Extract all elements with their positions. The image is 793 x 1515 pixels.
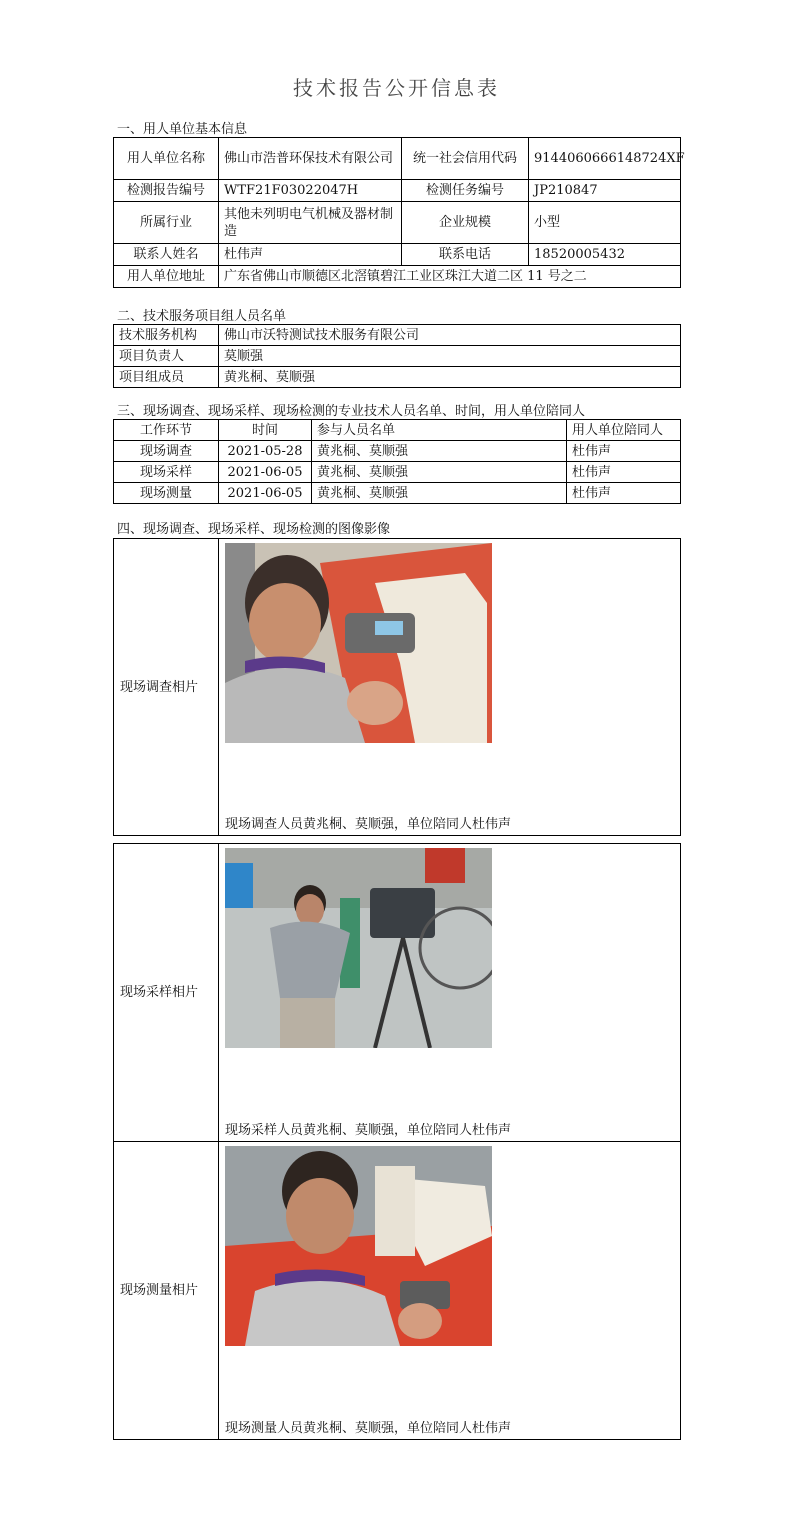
- date-cell: 2021-05-28: [219, 441, 312, 462]
- table-row: [114, 244, 681, 266]
- people-cell: 黄兆桐、莫顺强: [312, 483, 567, 504]
- employer-name-label: 用人单位名称: [114, 138, 219, 180]
- header-stage: 工作环节: [114, 420, 219, 441]
- table-row: [114, 483, 681, 504]
- employer-name-value: 佛山市浩普环保技术有限公司: [219, 138, 402, 180]
- section4-heading: 四、现场调查、现场采样、现场检测的图像影像: [117, 522, 391, 537]
- survey-photo: [225, 543, 492, 743]
- table-row: [114, 441, 681, 462]
- scale-label: 企业规模: [402, 202, 529, 244]
- sampling-photo: [225, 848, 492, 1048]
- measure-photo: [225, 1146, 492, 1346]
- survey-photo-label: 现场调查相片: [114, 539, 219, 836]
- credit-code-value: 9144060666148724XF: [529, 138, 681, 180]
- contact-name-value: 杜伟声: [219, 244, 402, 266]
- table-row: [114, 1142, 681, 1440]
- date-cell: 2021-06-05: [219, 462, 312, 483]
- header-date: 时间: [219, 420, 312, 441]
- table-row: [114, 180, 681, 202]
- employer-info-table: [113, 137, 685, 288]
- scale-value: 小型: [529, 202, 681, 244]
- measure-photo-label: 现场测量相片: [114, 1142, 219, 1440]
- table-row: [114, 462, 681, 483]
- table-row: [114, 367, 681, 388]
- table-header-row: [114, 420, 681, 441]
- section3-heading: 三、现场调查、现场采样、现场检测的专业技术人员名单、时间，用人单位陪同人: [117, 404, 586, 419]
- table-row: [114, 202, 681, 244]
- phone-value: 18520005432: [529, 244, 681, 266]
- table-row: [114, 844, 681, 1142]
- survey-photo-caption: 现场调查人员黄兆桐、莫顺强，单位陪同人杜伟声: [225, 817, 512, 832]
- leader-label: 项目负责人: [114, 346, 219, 367]
- stage-cell: 现场调查: [114, 441, 219, 462]
- address-label: 用人单位地址: [114, 266, 219, 288]
- stage-cell: 现场采样: [114, 462, 219, 483]
- photo-table-survey: [113, 538, 681, 836]
- table-row: [114, 346, 681, 367]
- team-table: [113, 324, 681, 388]
- industry-label: 所属行业: [114, 202, 219, 244]
- people-cell: 黄兆桐、莫顺强: [312, 462, 567, 483]
- header-people: 参与人员名单: [312, 420, 567, 441]
- credit-code-label: 统一社会信用代码: [402, 138, 529, 180]
- stage-cell: 现场测量: [114, 483, 219, 504]
- measure-photo-caption: 现场测量人员黄兆桐、莫顺强，单位陪同人杜伟声: [225, 1421, 512, 1436]
- header-companion: 用人单位陪同人: [567, 420, 681, 441]
- industry-value: 其他未列明电气机械及器材制造: [219, 202, 402, 244]
- sampling-photo-label: 现场采样相片: [114, 844, 219, 1142]
- contact-name-label: 联系人姓名: [114, 244, 219, 266]
- photo-table-sampling-measure: [113, 843, 681, 1440]
- companion-cell: 杜伟声: [567, 441, 681, 462]
- task-no-value: JP210847: [529, 180, 681, 202]
- members-label: 项目组成员: [114, 367, 219, 388]
- companion-cell: 杜伟声: [567, 462, 681, 483]
- table-row: [114, 539, 681, 836]
- org-label: 技术服务机构: [114, 325, 219, 346]
- report-no-label: 检测报告编号: [114, 180, 219, 202]
- table-row: [114, 138, 681, 180]
- address-value: 广东省佛山市顺德区北滘镇碧江工业区珠江大道二区 11 号之二: [219, 266, 681, 288]
- page-title: 技术报告公开信息表: [293, 76, 500, 100]
- table-row: [114, 325, 681, 346]
- table-row: [114, 266, 681, 288]
- date-cell: 2021-06-05: [219, 483, 312, 504]
- people-cell: 黄兆桐、莫顺强: [312, 441, 567, 462]
- org-value: 佛山市沃特测试技术服务有限公司: [219, 325, 681, 346]
- leader-value: 莫顺强: [219, 346, 681, 367]
- phone-label: 联系电话: [402, 244, 529, 266]
- field-work-table: [113, 419, 681, 504]
- members-value: 黄兆桐、莫顺强: [219, 367, 681, 388]
- report-no-value: WTF21F03022047H: [219, 180, 402, 202]
- section2-heading: 二、技术服务项目组人员名单: [117, 309, 287, 324]
- task-no-label: 检测任务编号: [402, 180, 529, 202]
- section1-heading: 一、用人单位基本信息: [117, 122, 248, 137]
- companion-cell: 杜伟声: [567, 483, 681, 504]
- sampling-photo-caption: 现场采样人员黄兆桐、莫顺强，单位陪同人杜伟声: [225, 1123, 512, 1138]
